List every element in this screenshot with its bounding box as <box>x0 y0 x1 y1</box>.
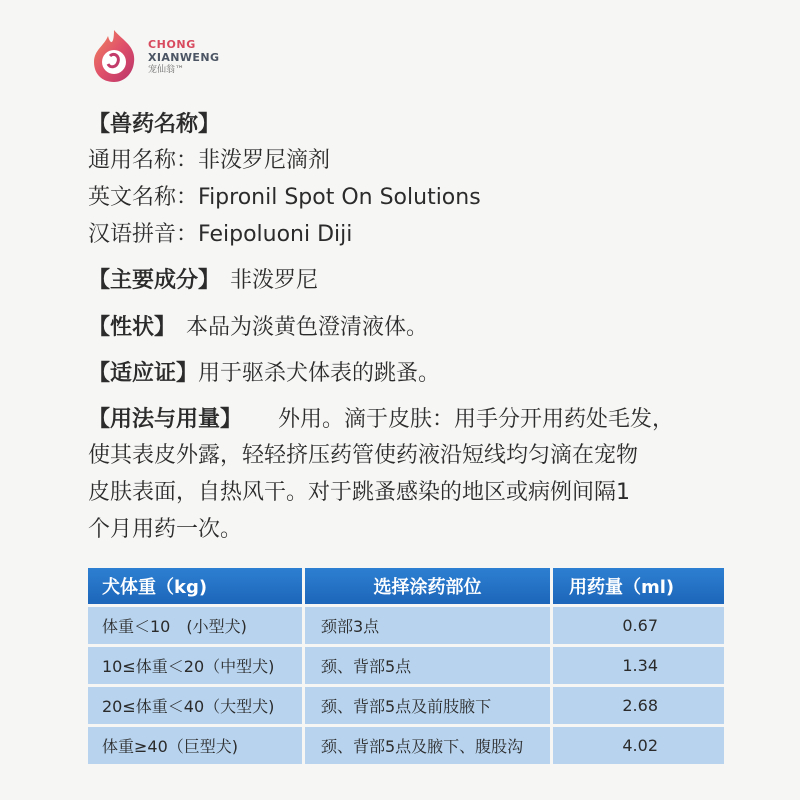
usage-line-1: 外用。滴于皮肤：用手分开用药处毛发， <box>278 407 675 432</box>
table-row <box>88 687 724 724</box>
character-heading: 【性状】 <box>88 315 177 340</box>
indication-value: 用于驱杀犬体表的跳蚤。 <box>198 361 441 386</box>
character-row <box>88 313 428 343</box>
site-cell: 颈、背部5点及腋下、腹股沟 <box>302 727 550 764</box>
dose-cell: 4.02 <box>550 727 724 764</box>
weight-cell: 10≤体重＜20（中型犬) <box>88 647 302 684</box>
pinyin-name-row <box>88 220 352 250</box>
english-name-row <box>88 183 481 213</box>
dose-cell: 2.68 <box>550 687 724 724</box>
ingredient-value: 非泼罗尼 <box>230 268 319 293</box>
generic-name-value: 非泼罗尼滴剂 <box>198 148 331 173</box>
usage-row <box>88 405 674 435</box>
english-name-label: 英文名称： <box>88 185 199 210</box>
dose-cell: 1.34 <box>550 647 724 684</box>
header-weight: 犬体重（kg) <box>88 568 302 604</box>
site-cell: 颈、背部5点及前肢腋下 <box>302 687 550 724</box>
site-cell: 颈、背部5点 <box>302 647 550 684</box>
table-header-row <box>88 568 724 604</box>
weight-cell: 体重≥40（巨型犬) <box>88 727 302 764</box>
pinyin-name-value: Feipoluoni Diji <box>198 222 353 247</box>
weight-cell: 20≤体重＜40（大型犬) <box>88 687 302 724</box>
dose-cell: 0.67 <box>550 607 724 644</box>
generic-name-label: 通用名称： <box>88 148 199 173</box>
usage-heading: 【用法与用量】 <box>88 407 243 432</box>
header-dose: 用药量（ml) <box>550 568 724 604</box>
usage-line-3: 皮肤表面，自热风干。对于跳蚤感染的地区或病例间隔1 <box>88 480 630 505</box>
english-name-value: Fipronil Spot On Solutions <box>198 185 481 210</box>
weight-cell: 体重＜10 (小型犬) <box>88 607 302 644</box>
pinyin-name-label: 汉语拼音： <box>88 222 199 247</box>
dosage-table <box>88 565 724 767</box>
logo-text-line3: 宠仙翁™ <box>148 65 185 75</box>
site-cell: 颈部3点 <box>302 607 550 644</box>
ingredient-row <box>88 266 318 296</box>
logo-text-line1: CHONG <box>148 38 196 51</box>
usage-line-2: 使其表皮外露，轻轻挤压药管使药液沿短线均匀滴在宠物 <box>88 443 639 468</box>
character-value: 本品为淡黄色澄清液体。 <box>186 315 429 340</box>
table-row <box>88 607 724 644</box>
ingredient-heading: 【主要成分】 <box>88 268 221 293</box>
drug-name-heading: 【兽药名称】 <box>88 112 221 137</box>
brand-logo <box>88 28 238 90</box>
logo-text-line2: XIANWENG <box>148 51 220 64</box>
indication-row <box>88 359 440 389</box>
header-site: 选择涂药部位 <box>302 568 550 604</box>
table-row <box>88 647 724 684</box>
generic-name-row <box>88 146 330 176</box>
usage-line-4: 个月用药一次。 <box>88 517 243 542</box>
indication-heading: 【适应证】 <box>88 361 199 386</box>
table-row <box>88 727 724 764</box>
flame-logo-icon <box>88 28 140 84</box>
